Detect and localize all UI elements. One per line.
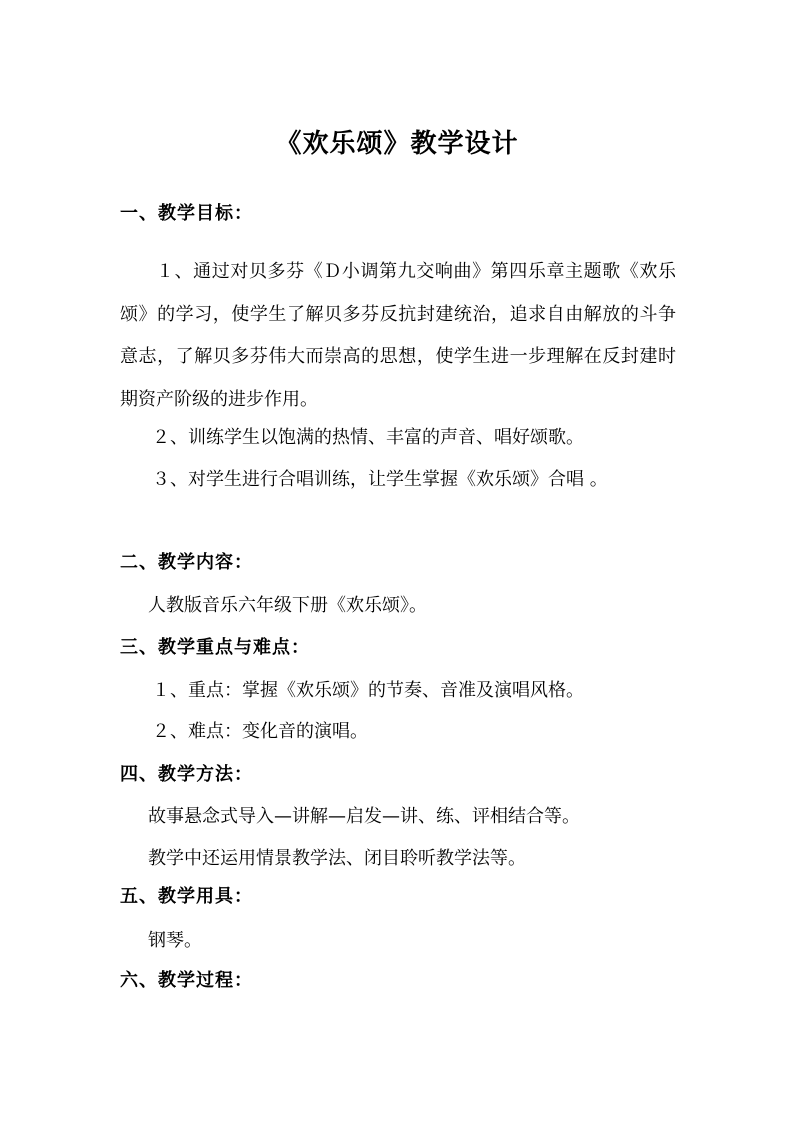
goal-item-1: １、通过对贝多芬《Ｄ小调第九交响曲》第四乐章主题歌《欢乐颂》的学习，使学生了解贝多芬反抗封建统治，追求自由解放的斗争意志，了解贝多芬伟大而崇高的思想，使学生进一步理解在反封建时期资产阶级的进步作用。 bbox=[120, 261, 676, 410]
method-line-1: 故事悬念式导入—讲解—启发—讲、练、评相结合等。 bbox=[148, 806, 580, 827]
goal-item-2: ２、训练学生以饱满的热情、丰富的声音、唱好颂歌。 bbox=[152, 427, 584, 448]
document-title: 《欢乐颂》教学设计 bbox=[275, 129, 519, 159]
tools-text: 钢琴。 bbox=[148, 930, 202, 951]
heading-teaching-goals: 一、教学目标： bbox=[120, 203, 253, 224]
content-text: 人教版音乐六年级下册《欢乐颂》。 bbox=[148, 595, 427, 616]
heading-teaching-tools: 五、教学用具： bbox=[120, 886, 253, 907]
heading-key-points: 三、教学重点与难点： bbox=[120, 637, 310, 658]
heading-teaching-process: 六、教学过程： bbox=[120, 970, 253, 991]
method-line-2: 教学中还运用情景教学法、闭目聆听教学法等。 bbox=[148, 848, 526, 869]
keypoint-item-2: ２、难点：变化音的演唱。 bbox=[152, 721, 368, 742]
keypoint-item-1: １、重点：掌握《欢乐颂》的节奏、音准及演唱风格。 bbox=[152, 680, 584, 701]
heading-teaching-content: 二、教学内容： bbox=[120, 552, 253, 573]
heading-teaching-methods: 四、教学方法： bbox=[120, 764, 253, 785]
goal-item-3: ３、对学生进行合唱训练，让学生掌握《欢乐颂》合唱 。 bbox=[152, 469, 608, 490]
